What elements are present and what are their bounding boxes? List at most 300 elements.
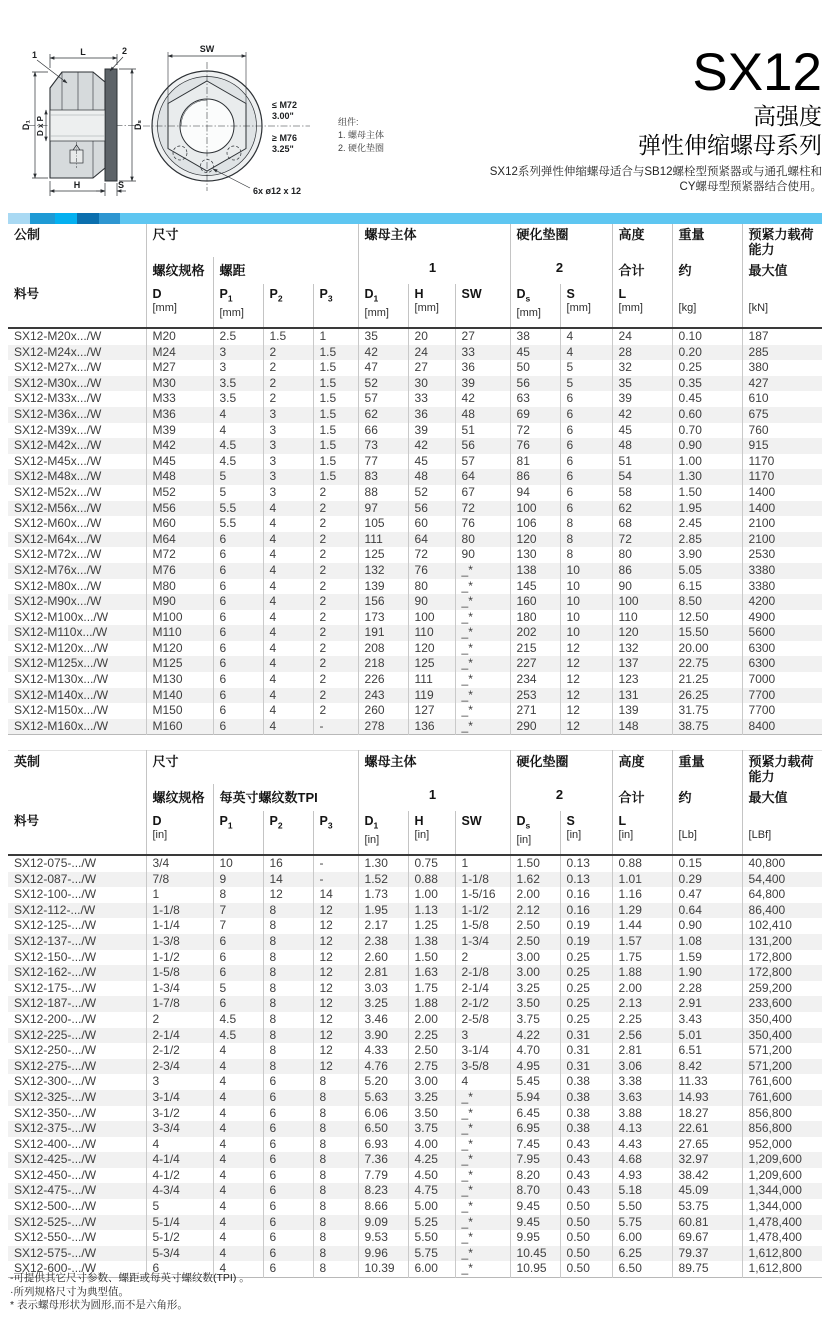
table-cell: 132: [612, 641, 672, 657]
table-cell: 180: [510, 610, 560, 626]
table-cell: 4: [213, 1059, 263, 1075]
table-cell: SX12-M56x.../W: [14, 500, 102, 515]
table-cell: SX12-M130x.../W: [14, 672, 109, 687]
table-cell: 6: [146, 1261, 213, 1277]
table-cell: 6: [263, 1230, 313, 1246]
table-cell: 8: [263, 950, 313, 966]
table-cell: 1.57: [612, 934, 672, 950]
table-cell: 1: [146, 887, 213, 903]
table-cell: 4200: [742, 594, 822, 610]
column-header: $D_1$ [mm]: [358, 284, 408, 328]
table-cell: 26.25: [672, 688, 742, 704]
table-cell: 5: [213, 469, 263, 485]
table-cell: 1,478,400: [742, 1215, 822, 1231]
column-header: H [in]: [408, 811, 455, 855]
table-cell: 0.50: [560, 1230, 612, 1246]
table-cell: SX12-M64x.../W: [14, 531, 102, 546]
table-cell: 856,800: [742, 1106, 822, 1122]
group-hardened-washer: 硬化垫圈: [510, 751, 612, 785]
table-cell: 4-3/4: [146, 1183, 213, 1199]
table-cell: 1,478,400: [742, 1230, 822, 1246]
table-row: [8, 1137, 822, 1153]
table-row: [8, 672, 822, 688]
accent-bar-segment: [55, 213, 77, 224]
table-cell: 60: [408, 516, 455, 532]
size-range-ge-inch: 3.25": [272, 144, 294, 154]
subtitle-series: 弹性伸缩螺母系列: [638, 132, 822, 159]
accent-bar-segment: [120, 213, 822, 224]
table-cell: SX12-M39x.../W: [14, 422, 102, 437]
table-cell: 6: [213, 641, 263, 657]
table-cell: 8: [313, 1152, 358, 1168]
table-cell: 2530: [742, 547, 822, 563]
table-cell: SX12-150-.../W: [14, 949, 97, 964]
table-row: [8, 918, 822, 934]
table-cell: 7.95: [510, 1152, 560, 1168]
table-cell: M27: [146, 360, 213, 376]
table-cell: 1.16: [612, 887, 672, 903]
table-cell: 12: [313, 934, 358, 950]
subgroup-part-2: 2: [510, 257, 612, 284]
table-cell: 6.93: [358, 1137, 408, 1153]
table-cell: 3.5: [213, 376, 263, 392]
table-cell: 8: [313, 1121, 358, 1137]
table-cell: M150: [146, 703, 213, 719]
dim-sw-label: SW: [199, 44, 215, 54]
table-cell: 56: [455, 438, 510, 454]
table-cell: 0.50: [560, 1199, 612, 1215]
table-cell: SX12-450-.../W: [14, 1167, 97, 1182]
table-cell: 18.27: [672, 1106, 742, 1122]
table-cell: 6: [213, 656, 263, 672]
table-cell: 4: [213, 1121, 263, 1137]
table-cell: 0.31: [560, 1059, 612, 1075]
table-cell: 45.09: [672, 1183, 742, 1199]
table-cell: SX12-M60x.../W: [14, 516, 102, 531]
table-cell: M72: [146, 547, 213, 563]
table-cell: 58: [612, 485, 672, 501]
table-cell: 94: [510, 485, 560, 501]
table-cell: 1170: [742, 454, 822, 470]
component-item: 2. 硬化垫圈: [338, 143, 385, 153]
table-cell: 88: [358, 485, 408, 501]
table-cell: M76: [146, 563, 213, 579]
table-cell: 0.38: [560, 1074, 612, 1090]
subgroup-approx: 约: [672, 784, 742, 811]
table-cell: 12: [313, 1043, 358, 1059]
table-cell: 2.50: [510, 918, 560, 934]
table-row: [8, 594, 822, 610]
table-cell: 1-3/8: [146, 934, 213, 950]
table-cell: 2-1/4: [455, 981, 510, 997]
table-cell: 1.00: [408, 887, 455, 903]
subgroup-max: 最大值: [742, 784, 822, 811]
table-cell: 2.50: [408, 1043, 455, 1059]
table-cell: 2.81: [612, 1043, 672, 1059]
table-cell: 6: [213, 579, 263, 595]
table-row: [8, 1074, 822, 1090]
table-row: [8, 625, 822, 641]
table-cell: 1.5: [313, 345, 358, 361]
callout-1: 1: [32, 50, 38, 60]
table-cell: _*: [455, 1152, 510, 1168]
table-cell: 10.39: [358, 1261, 408, 1277]
table-cell: _*: [455, 1215, 510, 1231]
table-cell: 1.52: [358, 872, 408, 888]
metric-table-header: [8, 224, 822, 328]
thread-bore: [50, 110, 105, 141]
table-cell: 12: [313, 981, 358, 997]
table-row: [8, 688, 822, 704]
table-cell: 2.45: [672, 516, 742, 532]
table-cell: 0.15: [672, 855, 742, 872]
table-cell: 42: [358, 345, 408, 361]
table-cell: 0.25: [560, 981, 612, 997]
table-row: [8, 438, 822, 454]
table-cell: 102,410: [742, 918, 822, 934]
table-cell: 6.45: [510, 1106, 560, 1122]
table-cell: 6: [560, 454, 612, 470]
table-cell: 4: [213, 1246, 263, 1262]
table-cell: 8.66: [358, 1199, 408, 1215]
table-cell: 1400: [742, 485, 822, 501]
table-cell: 76: [510, 438, 560, 454]
dim-ds-label: Dₛ: [133, 120, 143, 130]
table-cell: 52: [408, 485, 455, 501]
table-cell: 90: [455, 547, 510, 563]
table-row: [8, 1168, 822, 1184]
table-cell: 148: [612, 719, 672, 735]
table-cell: 38.75: [672, 719, 742, 735]
table-cell: 4: [213, 1183, 263, 1199]
table-row: [8, 1028, 822, 1044]
table-cell: 4: [213, 1199, 263, 1215]
group-preload-capacity: 预紧力载荷能力: [742, 224, 822, 257]
table-cell: 3380: [742, 563, 822, 579]
table-cell: 4: [263, 516, 313, 532]
table-cell: 45: [510, 345, 560, 361]
table-cell: 72: [510, 423, 560, 439]
table-row: [8, 1106, 822, 1122]
table-cell: 1.50: [672, 485, 742, 501]
table-cell: 0.35: [672, 376, 742, 392]
table-cell: 4: [146, 1137, 213, 1153]
table-cell: 0.16: [560, 903, 612, 919]
table-cell: 8: [263, 918, 313, 934]
table-cell: 80: [612, 547, 672, 563]
table-cell: 1.30: [672, 469, 742, 485]
table-cell: 4.22: [510, 1028, 560, 1044]
table-cell: 39: [455, 376, 510, 392]
table-row: [8, 903, 822, 919]
table-cell: 259,200: [742, 981, 822, 997]
table-cell: M160: [146, 719, 213, 735]
table-cell: 22.61: [672, 1121, 742, 1137]
table-cell: 62: [612, 501, 672, 517]
size-range-le: ≤ M72: [272, 100, 297, 110]
table-cell: 0.90: [672, 918, 742, 934]
table-cell: 8: [263, 996, 313, 1012]
table-cell: 2.56: [612, 1028, 672, 1044]
table-cell: 42: [612, 407, 672, 423]
table-cell: 2: [313, 516, 358, 532]
table-cell: 8.42: [672, 1059, 742, 1075]
table-cell: 1170: [742, 469, 822, 485]
table-cell: 3-3/4: [146, 1121, 213, 1137]
table-cell: SX12-375-.../W: [14, 1121, 97, 1136]
table-cell: 1.59: [672, 950, 742, 966]
table-cell: 2: [313, 547, 358, 563]
table-cell: 2.25: [408, 1028, 455, 1044]
table-cell: 1-7/8: [146, 996, 213, 1012]
table-cell: 2-1/4: [146, 1028, 213, 1044]
column-header: L [in]: [612, 811, 672, 855]
table-cell: 2-5/8: [455, 1012, 510, 1028]
size-range-le-inch: 3.00": [272, 111, 294, 121]
table-cell: 125: [358, 547, 408, 563]
table-cell: SX12-475-.../W: [14, 1183, 97, 1198]
table-cell: M130: [146, 672, 213, 688]
table-cell: 2: [455, 950, 510, 966]
table-cell: 610: [742, 391, 822, 407]
table-cell: 1.25: [408, 918, 455, 934]
table-cell: SX12-175-.../W: [14, 980, 97, 995]
table-cell: 2: [313, 672, 358, 688]
table-cell: 3-1/4: [455, 1043, 510, 1059]
table-cell: 2.12: [510, 903, 560, 919]
table-cell: 2: [263, 345, 313, 361]
table-cell: 2: [313, 485, 358, 501]
table-cell: 1: [455, 855, 510, 872]
table-cell: 76: [408, 563, 455, 579]
table-cell: 0.43: [560, 1137, 612, 1153]
table-cell: _*: [455, 656, 510, 672]
table-cell: 6.50: [358, 1121, 408, 1137]
table-cell: 8: [213, 887, 263, 903]
table-cell: 1.01: [612, 872, 672, 888]
table-cell: 0.25: [560, 1012, 612, 1028]
table-cell: 4.00: [408, 1137, 455, 1153]
table-cell: 1-1/4: [146, 918, 213, 934]
table-cell: 2-1/2: [146, 1043, 213, 1059]
imperial-table-header: [8, 751, 822, 856]
table-cell: 62: [358, 407, 408, 423]
table-cell: 4: [213, 1168, 263, 1184]
table-row: [8, 516, 822, 532]
column-header: S [in]: [560, 811, 612, 855]
table-cell: 8: [263, 934, 313, 950]
table-cell: 0.38: [560, 1106, 612, 1122]
table-cell: 227: [510, 656, 560, 672]
table-cell: 12: [560, 641, 612, 657]
table-cell: 100: [510, 501, 560, 517]
table-cell: SX12-M24x.../W: [14, 344, 102, 359]
table-cell: 0.60: [672, 407, 742, 423]
subgroup-thread-spec: 螺纹规格: [146, 257, 213, 284]
page-title: SX12: [692, 43, 822, 102]
table-cell: 6: [263, 1121, 313, 1137]
table-cell: 10: [213, 855, 263, 872]
table-cell: 57: [455, 454, 510, 470]
table-cell: 4: [213, 407, 263, 423]
table-cell: 73: [358, 438, 408, 454]
table-cell: SX12-M160x.../W: [14, 718, 109, 733]
table-cell: M24: [146, 345, 213, 361]
table-cell: _*: [455, 625, 510, 641]
table-cell: 1.38: [408, 934, 455, 950]
table-cell: 20: [408, 328, 455, 345]
table-cell: 7: [213, 903, 263, 919]
table-cell: 4.70: [510, 1043, 560, 1059]
table-cell: _*: [455, 1199, 510, 1215]
table-cell: 2.00: [510, 887, 560, 903]
table-cell: 8.23: [358, 1183, 408, 1199]
table-cell: 2.38: [358, 934, 408, 950]
table-cell: 123: [612, 672, 672, 688]
accent-bar-segment: [99, 213, 120, 224]
table-cell: SX12-M33x.../W: [14, 391, 102, 406]
table-cell: 1-1/8: [455, 872, 510, 888]
table-cell: 1.63: [408, 965, 455, 981]
table-cell: M36: [146, 407, 213, 423]
table-cell: 2.13: [612, 996, 672, 1012]
table-cell: 156: [358, 594, 408, 610]
table-cell: 5.25: [408, 1215, 455, 1231]
table-cell: 260: [358, 703, 408, 719]
table-cell: SX12-525-.../W: [14, 1214, 97, 1229]
table-cell: SX12-425-.../W: [14, 1152, 97, 1167]
table-cell: 42: [455, 391, 510, 407]
table-cell: 1.29: [612, 903, 672, 919]
table-cell: 4-1/2: [146, 1168, 213, 1184]
table-cell: 0.10: [672, 328, 742, 345]
table-cell: 120: [408, 641, 455, 657]
table-cell: 4: [213, 1215, 263, 1231]
table-cell: 105: [358, 516, 408, 532]
table-cell: 7.36: [358, 1152, 408, 1168]
table-cell: 97: [358, 501, 408, 517]
table-cell: 4: [213, 423, 263, 439]
table-cell: 5.94: [510, 1090, 560, 1106]
table-cell: 31.75: [672, 703, 742, 719]
table-cell: 36: [455, 360, 510, 376]
table-cell: 54: [612, 469, 672, 485]
footnotes: [10, 1272, 250, 1313]
table-row: [8, 965, 822, 981]
table-cell: 139: [612, 703, 672, 719]
imperial-spec-table: [8, 750, 822, 1278]
table-cell: 5.75: [612, 1215, 672, 1231]
table-cell: 2.85: [672, 532, 742, 548]
table-cell: 6.06: [358, 1106, 408, 1122]
table-cell: SX12-300-.../W: [14, 1074, 97, 1089]
table-cell: 4: [213, 1090, 263, 1106]
subgroup-part-1: 1: [358, 784, 510, 811]
subgroup-tpi: 每英寸螺纹数TPI: [213, 784, 358, 811]
table-cell: 33: [408, 391, 455, 407]
table-cell: 3.25: [408, 1090, 455, 1106]
table-cell: 27.65: [672, 1137, 742, 1153]
table-cell: 48: [612, 438, 672, 454]
table-cell: 8: [313, 1074, 358, 1090]
table-cell: _*: [455, 1168, 510, 1184]
table-cell: 0.31: [560, 1043, 612, 1059]
table-cell: M30: [146, 376, 213, 392]
table-cell: 80: [408, 579, 455, 595]
table-cell: M39: [146, 423, 213, 439]
table-cell: 6: [263, 1183, 313, 1199]
table-cell: 12: [313, 950, 358, 966]
table-cell: 8: [313, 1261, 358, 1277]
table-cell: 32.97: [672, 1152, 742, 1168]
column-header: $D_s$ [mm]: [510, 284, 560, 328]
table-cell: SX12-M80x.../W: [14, 578, 102, 593]
column-header: L [mm]: [612, 284, 672, 328]
table-cell: 5-1/4: [146, 1215, 213, 1231]
column-header: $P_1$: [213, 811, 263, 855]
table-cell: 2100: [742, 516, 822, 532]
washer-section: [105, 69, 117, 181]
table-row: [8, 887, 822, 903]
group-nut-body: 螺母主体: [358, 751, 510, 785]
table-cell: _*: [455, 594, 510, 610]
table-cell: 9.09: [358, 1215, 408, 1231]
table-cell: 45: [408, 454, 455, 470]
table-cell: 202: [510, 625, 560, 641]
table-cell: 8: [313, 1090, 358, 1106]
table-cell: 72: [455, 501, 510, 517]
table-cell: 9.53: [358, 1230, 408, 1246]
table-cell: 9.45: [510, 1199, 560, 1215]
table-cell: 76: [455, 516, 510, 532]
table-cell: 4: [263, 672, 313, 688]
table-cell: 8: [263, 1059, 313, 1075]
table-cell: 12: [313, 903, 358, 919]
table-cell: 12: [560, 688, 612, 704]
table-cell: 6.00: [408, 1261, 455, 1277]
table-cell: SX12-200-.../W: [14, 1011, 97, 1026]
table-cell: 54,400: [742, 872, 822, 888]
table-cell: SX12-M27x.../W: [14, 360, 102, 375]
table-cell: 6: [560, 438, 612, 454]
table-cell: SX12-600-.../W: [14, 1261, 97, 1276]
subgroup-max: 最大值: [742, 257, 822, 284]
group-height: 高度: [612, 224, 672, 257]
table-cell: 0.45: [672, 391, 742, 407]
dim-dxp-label: D x P: [36, 115, 45, 137]
table-cell: 12: [313, 996, 358, 1012]
components-legend: [338, 116, 384, 155]
group-nut-body: 螺母主体: [358, 224, 510, 257]
table-cell: 278: [358, 719, 408, 735]
table-cell: 4-1/4: [146, 1152, 213, 1168]
table-row: [8, 407, 822, 423]
table-cell: 8: [263, 1043, 313, 1059]
table-cell: 7/8: [146, 872, 213, 888]
table-cell: 66: [358, 423, 408, 439]
table-cell: 3380: [742, 579, 822, 595]
table-cell: 5: [146, 1199, 213, 1215]
table-cell: 10: [560, 610, 612, 626]
table-cell: 3-1/4: [146, 1090, 213, 1106]
size-range-ge: ≥ M76: [272, 133, 297, 143]
table-cell: 1-5/16: [455, 887, 510, 903]
table-cell: 215: [510, 641, 560, 657]
table-cell: 57: [358, 391, 408, 407]
table-cell: 2-1/2: [455, 996, 510, 1012]
table-cell: 1.5: [313, 454, 358, 470]
table-cell: 4: [263, 641, 313, 657]
